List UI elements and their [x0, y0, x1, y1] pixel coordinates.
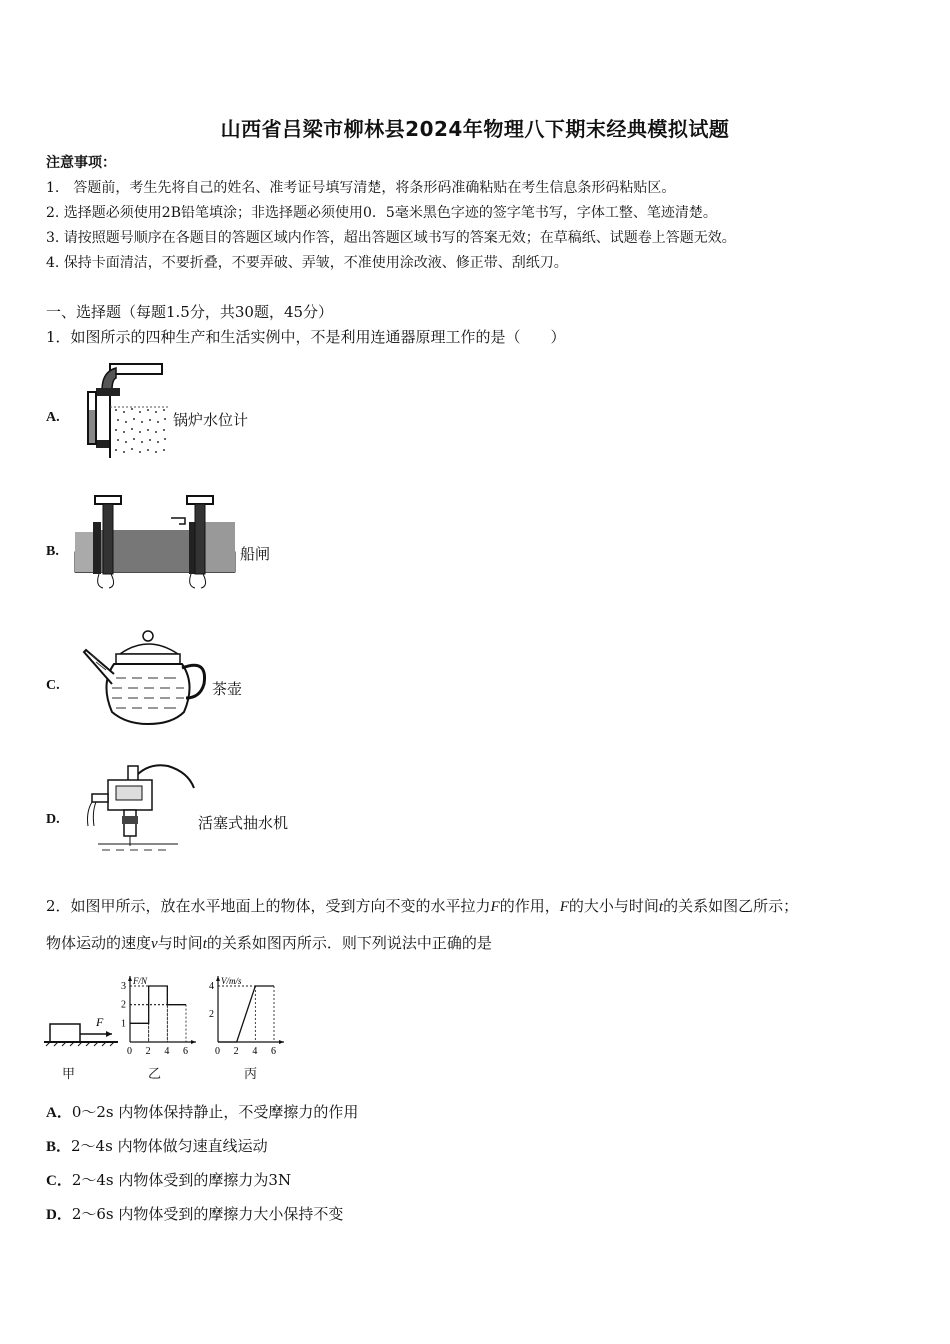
yi-y-label: F/N	[133, 976, 148, 986]
q2-option-a-text: 0～2s 内物体保持静止，不受摩擦力的作用	[71, 1103, 359, 1121]
chart-bing-velocity-time	[200, 972, 290, 1062]
question-2-stem-line1	[46, 895, 798, 916]
option-c-label: 茶壶	[212, 680, 243, 698]
q2-option-b-letter: B．	[46, 1139, 72, 1155]
notes-item-2: 2. 选择题必须使用2B铅笔填涂；非选择题必须使用0．5毫米黑色字迹的签字笔书写，字体工整、笔迹清楚。	[46, 205, 717, 221]
notes-heading: 注意事项：	[46, 155, 116, 171]
bing-x-arrow	[279, 1040, 284, 1044]
option-c-letter: C.	[46, 678, 60, 693]
bing-x-tick-4: 4	[252, 1046, 258, 1057]
page-title: 山西省吕梁市柳林县2024年物理八下期末经典模拟试题	[220, 117, 730, 141]
option-b-label: 船闸	[240, 545, 271, 563]
q2-option-c	[46, 1169, 291, 1190]
yi-x-tick-6: 6	[183, 1046, 188, 1057]
bing-x-tick-6: 6	[271, 1046, 276, 1057]
caption-yi: 乙	[148, 1067, 162, 1082]
bing-x-tick-0: 0	[215, 1046, 220, 1057]
q2-var-t2: t	[202, 936, 207, 952]
q2-option-b	[46, 1135, 268, 1156]
option-a-label: 锅炉水位计	[173, 411, 249, 429]
bing-y-label: V/m/s	[221, 976, 242, 986]
q2-option-d-letter: D．	[46, 1207, 72, 1223]
section-heading: 一、选择题（每题1.5分，共30题，45分）	[46, 303, 334, 321]
q2-option-a	[46, 1101, 358, 1122]
caption-jia: 甲	[62, 1067, 76, 1082]
bing-series-line	[218, 986, 274, 1042]
ship-lock-figure	[75, 492, 235, 590]
question-1-stem: 1．如图所示的四种生产和生活实例中，不是利用连通器原理工作的是（ ）	[46, 328, 566, 346]
q2-var-F2: F	[559, 899, 569, 915]
bing-y-tick-2: 2	[209, 1009, 214, 1020]
q2-var-t: t	[658, 899, 664, 915]
q2-option-d	[46, 1203, 343, 1224]
q2-option-a-letter: A．	[46, 1105, 72, 1121]
q2-text-2c: 的关系如图丙所示．则下列说法中正确的是	[206, 934, 492, 952]
option-d-label: 活塞式抽水机	[198, 814, 289, 832]
question-2-stem-line2	[46, 932, 492, 953]
yi-y-tick-1: 1	[121, 1018, 126, 1030]
option-d-letter: D.	[46, 812, 60, 827]
yi-y-tick-3: 3	[121, 981, 126, 992]
yi-x-tick-2: 2	[145, 1046, 151, 1057]
q2-text-1d: 的关系如图乙所示；	[663, 897, 799, 915]
notes-item-4: 4. 保持卡面清洁，不要折叠，不要弄破、弄皱，不准使用涂改液、修正带、刮纸刀。	[46, 255, 568, 271]
q2-text-1b: 的作用，	[499, 897, 560, 915]
option-b-letter: B.	[46, 544, 59, 559]
bing-y-arrow	[216, 976, 220, 981]
piston-pump-figure	[78, 760, 198, 858]
teapot-figure	[82, 628, 210, 728]
q2-text-1a: 2．如图甲所示，放在水平地面上的物体，受到方向不变的水平拉力	[46, 897, 491, 915]
q2-text-2a: 物体运动的速度	[46, 934, 152, 952]
q2-option-b-text: 2～4s 内物体做匀速直线运动	[71, 1137, 268, 1155]
q2-text-1c: 的大小与时间	[568, 897, 659, 915]
option-a-letter: A.	[46, 410, 60, 425]
yi-x-tick-0: 0	[127, 1046, 132, 1057]
caption-bing: 丙	[244, 1067, 258, 1082]
yi-y-arrow	[128, 976, 132, 981]
bing-x-tick-2: 2	[233, 1046, 239, 1057]
yi-y-tick-2: 2	[121, 999, 126, 1011]
q2-var-F: F	[490, 899, 500, 915]
yi-x-arrow	[191, 1040, 196, 1044]
notes-item-1: 1. 答题前，考生先将自己的姓名、准考证号填写清楚，将条形码准确粘贴在考生信息条形码粘贴区。	[46, 180, 676, 196]
q2-var-v: v	[151, 936, 158, 952]
boiler-gauge-figure	[72, 362, 172, 462]
q2-text-2b: 与时间	[157, 934, 203, 952]
force-label: F	[96, 1015, 104, 1029]
q2-option-c-text: 2～4s 内物体受到的摩擦力为3N	[71, 1171, 292, 1189]
yi-x-tick-4: 4	[164, 1046, 170, 1057]
notes-item-3: 3. 请按照题号顺序在各题目的答题区域内作答，超出答题区域书写的答案无效；在草稿纸、试题卷上答题无效。	[46, 230, 736, 246]
chart-yi-force-time	[112, 972, 202, 1062]
q2-option-d-text: 2～6s 内物体受到的摩擦力大小保持不变	[71, 1205, 344, 1223]
q2-option-c-letter: C．	[46, 1173, 72, 1189]
block	[50, 1024, 80, 1042]
bing-y-tick-4: 4	[209, 981, 214, 992]
